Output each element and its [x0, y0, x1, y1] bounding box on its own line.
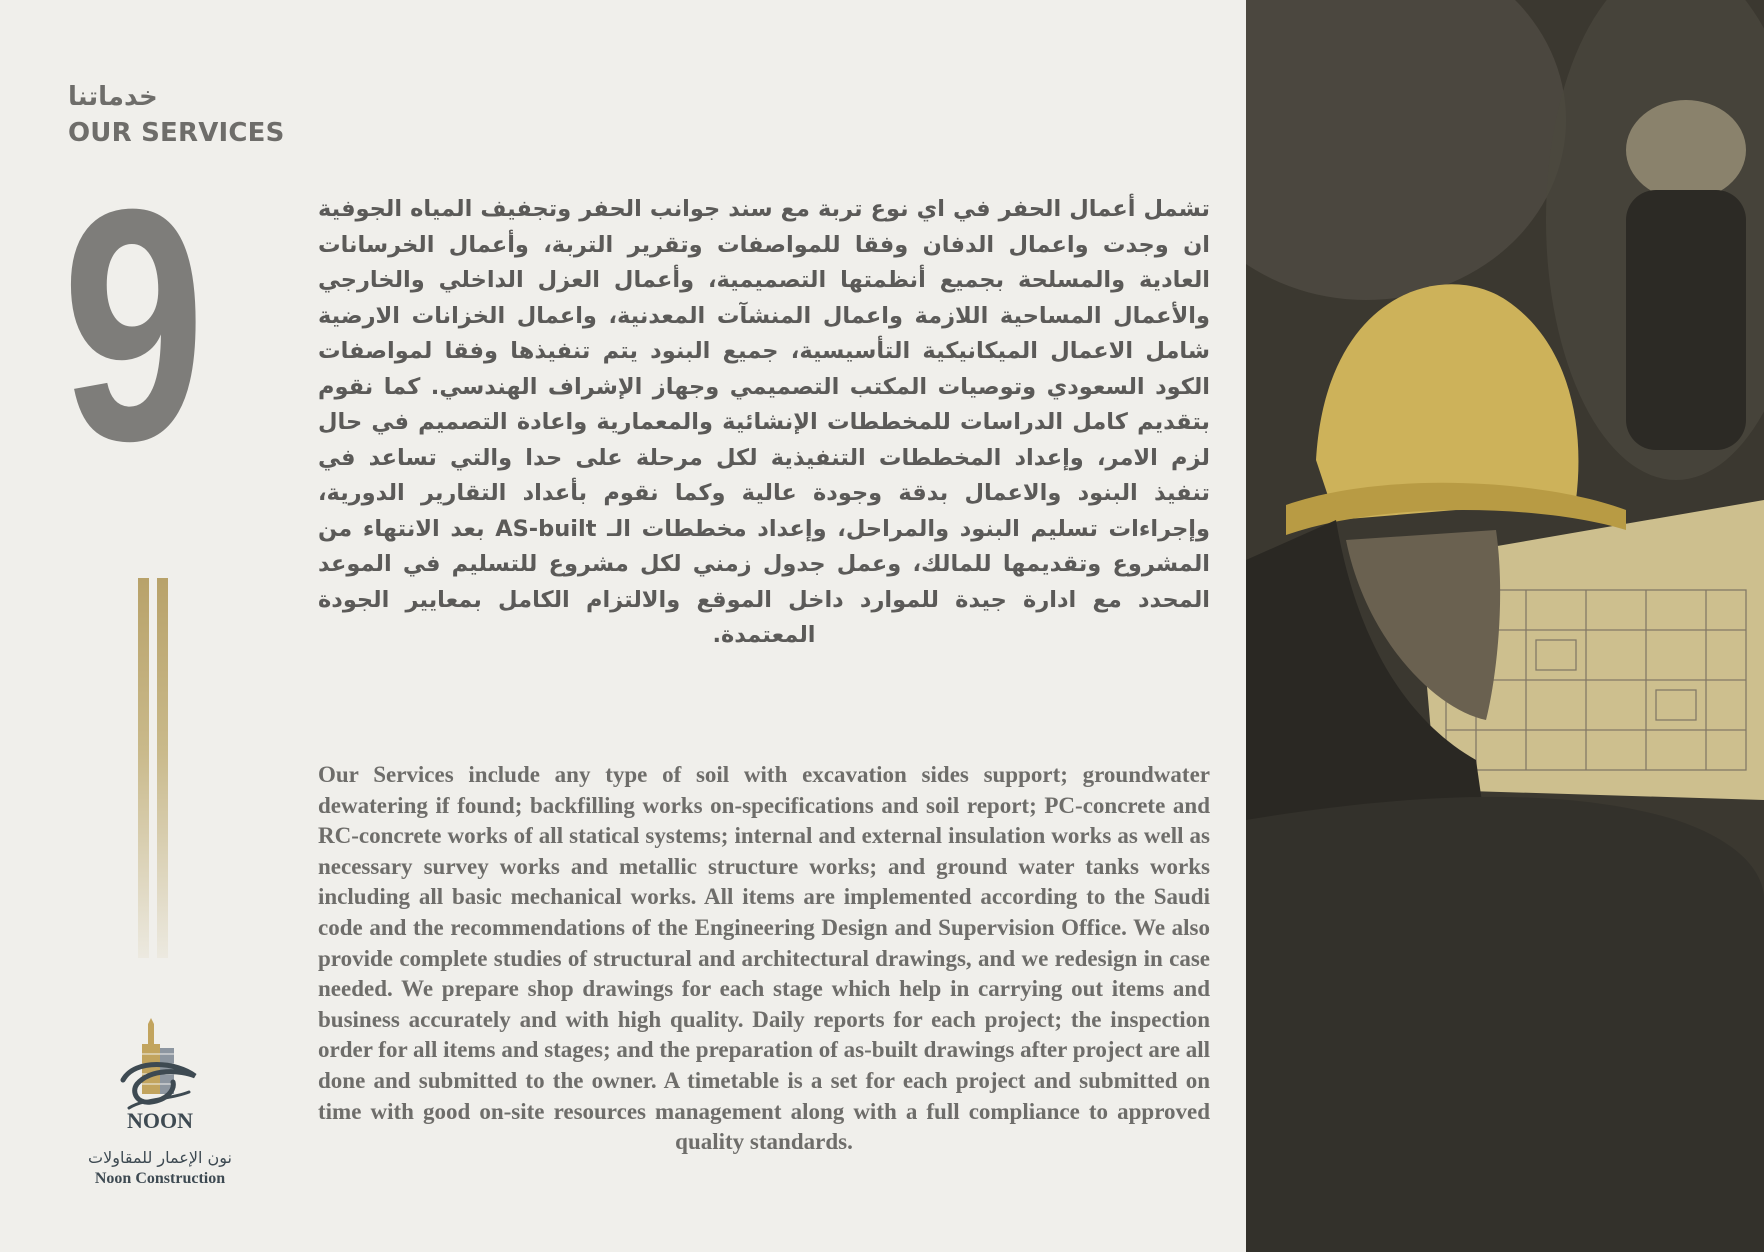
engineer-photo [1246, 0, 1764, 1252]
decorative-gold-bar [138, 578, 149, 958]
logo-name-english: Noon Construction [94, 1170, 226, 1187]
services-description-english: Our Services include any type of soil with excavation sides support; groundwater dewatering if found; backfilling works on-specifications and soil report; PC-concrete and RC-concrete works of all statical systems; internal and external insulation works as well as necessary survey works and metallic structure works; and ground water tanks works including all basic mechanical works. All items are implemented according to the Saudi code and the recommendations of the Engineering Design and Supervision Office. We also provide complete studies of structural and architectural drawings, and we redesign in case needed. We prepare shop drawings for each stage which help in carrying out items and business accurately and with high quality. Daily reports for each project; the inspection order for all items and stages; and the preparation of as-built drawings after project are all done and submitted to the owner. A timetable is a set for each project and submitted on time with good on-site resources management along with a full compliance to approved quality standards. [318, 762, 1210, 1155]
services-description-arabic: تشمل أعمال الحفر في اي نوع تربة مع سند جوانب الحفر وتجفيف المياه الجوفية ان وجدت واعمال الدفان وفقا للمواصفات وتقرير التربة، وأعمال الخرسانات العادية والمسلحة بجميع أنظمتها التصميمية، وأعمال العزل الداخلي والخارجي والأعمال المساحية اللازمة واعمال المنشآت المعدنية، واعمال الخزانات الارضية شامل الاعمال الميكانيكية التأسيسية، جميع البنود يتم تنفيذها وفقا لمواصفات الكود السعودي وتوصيات المكتب التصميمي وجهاز الإشراف الهندسي. كما نقوم بتقديم كامل الدراسات للمخططات الإنشائية والمعمارية واعادة التصميم في حال لزم الامر، وإعداد المخططات التنفيذية لكل مرحلة على حدا والتي تساعد في تنفيذ البنود والاعمال بدقة وجودة عالية وكما نقوم بأعداد التقارير الدورية، وإجراءات تسليم البنود والمراحل، وإعداد مخططات الـ AS-built بعد الانتهاء من المشروع وتقديمها للمالك، وعمل جدول زمني لكل مشروع للتسليم في الموعد المحدد مع ادارة جيدة للموارد داخل الموقع والالتزام الكامل بمعايير الجودة المعتمدة. [318, 196, 1210, 648]
decorative-gold-bar [157, 578, 168, 958]
logo-wordmark: NOON [127, 1108, 193, 1133]
company-logo [70, 1018, 250, 1190]
section-title-arabic: خدماتنا [68, 82, 158, 112]
logo-name-arabic: نون الإعمار للمقاولات [88, 1148, 232, 1167]
section-title-english: OUR SERVICES [68, 118, 285, 148]
page-number: 9 [62, 140, 206, 509]
logo-tower-icon [115, 1018, 205, 1146]
engineer-illustration [1246, 0, 1764, 1252]
